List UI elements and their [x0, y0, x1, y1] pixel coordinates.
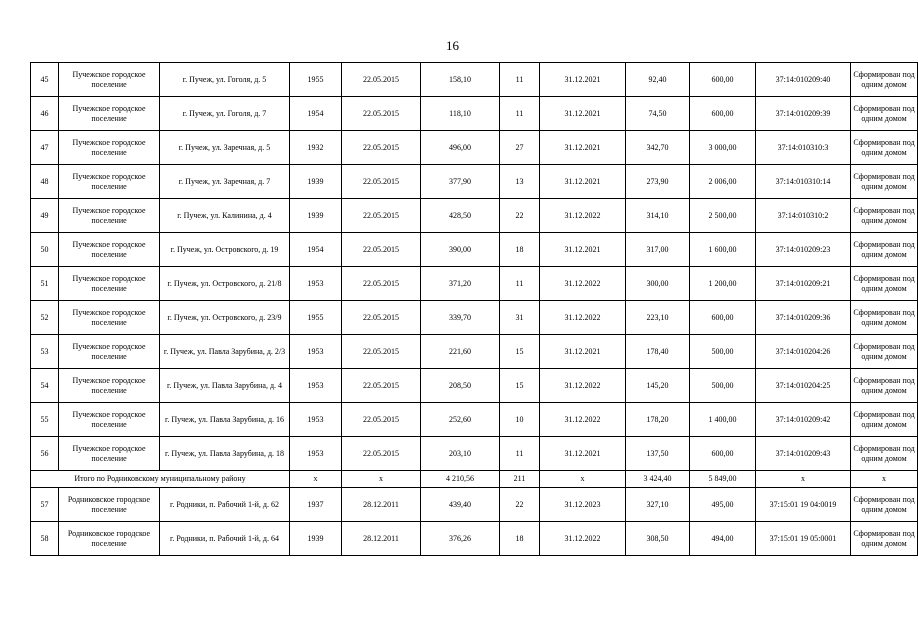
residents-cell: 22: [500, 199, 540, 233]
residents-cell: 18: [500, 233, 540, 267]
living-area-cell: 342,70: [626, 131, 690, 165]
area-cell: 339,70: [421, 301, 500, 335]
land-area-cell: 500,00: [690, 335, 756, 369]
settlement-cell: Пучежское городское поселение: [59, 335, 160, 369]
date-cell: 22.05.2015: [342, 437, 421, 471]
total-row: [31, 471, 918, 488]
table-row: [31, 165, 918, 199]
deadline-cell: 31.12.2021: [540, 131, 626, 165]
table-row: [31, 131, 918, 165]
total-date-cell: х: [342, 471, 421, 488]
date-cell: 22.05.2015: [342, 369, 421, 403]
date-cell: 22.05.2015: [342, 233, 421, 267]
deadline-cell: 31.12.2021: [540, 165, 626, 199]
address-cell: г. Пучеж, ул. Островского, д. 19: [160, 233, 290, 267]
cadastre-cell: 37:15:01 19 05:0001: [756, 522, 851, 556]
address-cell: г. Пучеж, ул. Павла Зарубина, д. 4: [160, 369, 290, 403]
settlement-cell: Родниковское городское поселение: [59, 488, 160, 522]
year-built-cell: 1953: [290, 369, 342, 403]
note-cell: Сформирован под одним домом: [851, 369, 918, 403]
residents-cell: 11: [500, 437, 540, 471]
land-area-cell: 2 006,00: [690, 165, 756, 199]
table-row: [31, 335, 918, 369]
area-cell: 158,10: [421, 63, 500, 97]
living-area-cell: 145,20: [626, 369, 690, 403]
deadline-cell: 31.12.2022: [540, 403, 626, 437]
cadastre-cell: 37:14:010209:23: [756, 233, 851, 267]
year-built-cell: 1939: [290, 522, 342, 556]
living-area-cell: 178,20: [626, 403, 690, 437]
address-cell: г. Пучеж, ул. Островского, д. 23/9: [160, 301, 290, 335]
table-row: [31, 301, 918, 335]
year-built-cell: 1939: [290, 199, 342, 233]
row-number: 54: [31, 369, 59, 403]
note-cell: Сформирован под одним домом: [851, 488, 918, 522]
settlement-cell: Пучежское городское поселение: [59, 97, 160, 131]
note-cell: Сформирован под одним домом: [851, 233, 918, 267]
address-cell: г. Пучеж, ул. Павла Зарубина, д. 2/3: [160, 335, 290, 369]
area-cell: 203,10: [421, 437, 500, 471]
row-number: 52: [31, 301, 59, 335]
table-row: [31, 267, 918, 301]
settlement-cell: Пучежское городское поселение: [59, 403, 160, 437]
table-row: [31, 233, 918, 267]
area-cell: 118,10: [421, 97, 500, 131]
table-row: [31, 63, 918, 97]
area-cell: 390,00: [421, 233, 500, 267]
address-cell: г. Пучеж, ул. Павла Зарубина, д. 16: [160, 403, 290, 437]
year-built-cell: 1955: [290, 301, 342, 335]
cadastre-cell: 37:14:010209:36: [756, 301, 851, 335]
settlement-cell: Пучежское городское поселение: [59, 233, 160, 267]
note-cell: Сформирован под одним домом: [851, 335, 918, 369]
living-area-cell: 317,00: [626, 233, 690, 267]
note-cell: Сформирован под одним домом: [851, 63, 918, 97]
note-cell: Сформирован под одним домом: [851, 403, 918, 437]
deadline-cell: 31.12.2022: [540, 522, 626, 556]
residents-cell: 22: [500, 488, 540, 522]
living-area-cell: 273,90: [626, 165, 690, 199]
deadline-cell: 31.12.2023: [540, 488, 626, 522]
row-number: 53: [31, 335, 59, 369]
cadastre-cell: 37:14:010209:42: [756, 403, 851, 437]
deadline-cell: 31.12.2021: [540, 233, 626, 267]
living-area-cell: 308,50: [626, 522, 690, 556]
living-area-cell: 300,00: [626, 267, 690, 301]
year-built-cell: 1932: [290, 131, 342, 165]
year-built-cell: 1953: [290, 403, 342, 437]
deadline-cell: 31.12.2021: [540, 437, 626, 471]
area-cell: 252,60: [421, 403, 500, 437]
note-cell: Сформирован под одним домом: [851, 522, 918, 556]
residents-cell: 15: [500, 335, 540, 369]
date-cell: 22.05.2015: [342, 335, 421, 369]
year-built-cell: 1954: [290, 233, 342, 267]
land-area-cell: 600,00: [690, 63, 756, 97]
deadline-cell: 31.12.2021: [540, 63, 626, 97]
land-area-cell: 600,00: [690, 437, 756, 471]
row-number: 50: [31, 233, 59, 267]
total-note-cell: х: [851, 471, 918, 488]
living-area-cell: 223,10: [626, 301, 690, 335]
date-cell: 22.05.2015: [342, 97, 421, 131]
address-cell: г. Пучеж, ул. Гоголя, д. 5: [160, 63, 290, 97]
table-row: [31, 199, 918, 233]
cadastre-cell: 37:14:010204:25: [756, 369, 851, 403]
total-land-cell: 5 849,00: [690, 471, 756, 488]
page-number: 16: [446, 38, 459, 53]
land-area-cell: 494,00: [690, 522, 756, 556]
cadastre-cell: 37:14:010310:2: [756, 199, 851, 233]
year-built-cell: 1953: [290, 437, 342, 471]
address-cell: г. Пучеж, ул. Островского, д. 21/8: [160, 267, 290, 301]
residents-cell: 10: [500, 403, 540, 437]
land-area-cell: 500,00: [690, 369, 756, 403]
row-number: 55: [31, 403, 59, 437]
total-year-cell: х: [290, 471, 342, 488]
total-cadastre-cell: х: [756, 471, 851, 488]
residents-cell: 31: [500, 301, 540, 335]
date-cell: 22.05.2015: [342, 199, 421, 233]
deadline-cell: 31.12.2022: [540, 199, 626, 233]
residents-cell: 13: [500, 165, 540, 199]
address-cell: г. Пучеж, ул. Павла Зарубина, д. 18: [160, 437, 290, 471]
table-row: [31, 488, 918, 522]
date-cell: 22.05.2015: [342, 403, 421, 437]
date-cell: 22.05.2015: [342, 131, 421, 165]
residents-cell: 15: [500, 369, 540, 403]
settlement-cell: Пучежское городское поселение: [59, 63, 160, 97]
area-cell: 208,50: [421, 369, 500, 403]
land-area-cell: 1 200,00: [690, 267, 756, 301]
settlement-cell: Родниковское городское поселение: [59, 522, 160, 556]
housing-registry-table: [30, 62, 918, 556]
year-built-cell: 1953: [290, 335, 342, 369]
land-area-cell: 1 600,00: [690, 233, 756, 267]
settlement-cell: Пучежское городское поселение: [59, 437, 160, 471]
cadastre-cell: 37:14:010209:40: [756, 63, 851, 97]
land-area-cell: 2 500,00: [690, 199, 756, 233]
row-number: 49: [31, 199, 59, 233]
row-number: 51: [31, 267, 59, 301]
area-cell: 439,40: [421, 488, 500, 522]
living-area-cell: 92,40: [626, 63, 690, 97]
deadline-cell: 31.12.2022: [540, 301, 626, 335]
area-cell: 428,50: [421, 199, 500, 233]
date-cell: 28.12.2011: [342, 522, 421, 556]
residents-cell: 11: [500, 63, 540, 97]
living-area-cell: 178,40: [626, 335, 690, 369]
deadline-cell: 31.12.2022: [540, 267, 626, 301]
settlement-cell: Пучежское городское поселение: [59, 369, 160, 403]
address-cell: г. Пучеж, ул. Заречная, д. 5: [160, 131, 290, 165]
land-area-cell: 3 000,00: [690, 131, 756, 165]
address-cell: г. Пучеж, ул. Заречная, д. 7: [160, 165, 290, 199]
cadastre-cell: 37:14:010209:39: [756, 97, 851, 131]
table-row: [31, 437, 918, 471]
area-cell: 371,20: [421, 267, 500, 301]
land-area-cell: 600,00: [690, 301, 756, 335]
deadline-cell: 31.12.2021: [540, 97, 626, 131]
row-number: 48: [31, 165, 59, 199]
cadastre-cell: 37:14:010209:43: [756, 437, 851, 471]
total-deadline-cell: х: [540, 471, 626, 488]
total-area2-cell: 3 424,40: [626, 471, 690, 488]
note-cell: Сформирован под одним домом: [851, 199, 918, 233]
deadline-cell: 31.12.2021: [540, 335, 626, 369]
address-cell: г. Родники, п. Рабочий 1-й, д. 64: [160, 522, 290, 556]
settlement-cell: Пучежское городское поселение: [59, 301, 160, 335]
table-row: [31, 403, 918, 437]
area-cell: 376,26: [421, 522, 500, 556]
area-cell: 221,60: [421, 335, 500, 369]
year-built-cell: 1954: [290, 97, 342, 131]
total-area-cell: 4 210,56: [421, 471, 500, 488]
residents-cell: 11: [500, 267, 540, 301]
cadastre-cell: 37:14:010310:14: [756, 165, 851, 199]
deadline-cell: 31.12.2022: [540, 369, 626, 403]
row-number: 46: [31, 97, 59, 131]
cadastre-cell: 37:14:010204:26: [756, 335, 851, 369]
date-cell: 22.05.2015: [342, 165, 421, 199]
address-cell: г. Пучеж, ул. Гоголя, д. 7: [160, 97, 290, 131]
settlement-cell: Пучежское городское поселение: [59, 199, 160, 233]
cadastre-cell: 37:14:010209:21: [756, 267, 851, 301]
residents-cell: 11: [500, 97, 540, 131]
cadastre-cell: 37:15:01 19 04:0019: [756, 488, 851, 522]
living-area-cell: 327,10: [626, 488, 690, 522]
year-built-cell: 1937: [290, 488, 342, 522]
living-area-cell: 137,50: [626, 437, 690, 471]
residents-cell: 18: [500, 522, 540, 556]
living-area-cell: 314,10: [626, 199, 690, 233]
date-cell: 22.05.2015: [342, 267, 421, 301]
note-cell: Сформирован под одним домом: [851, 301, 918, 335]
year-built-cell: 1953: [290, 267, 342, 301]
year-built-cell: 1939: [290, 165, 342, 199]
row-number: 58: [31, 522, 59, 556]
date-cell: 28.12.2011: [342, 488, 421, 522]
date-cell: 22.05.2015: [342, 301, 421, 335]
area-cell: 377,90: [421, 165, 500, 199]
table-row: [31, 369, 918, 403]
row-number: 45: [31, 63, 59, 97]
note-cell: Сформирован под одним домом: [851, 97, 918, 131]
note-cell: Сформирован под одним домом: [851, 131, 918, 165]
row-number: 47: [31, 131, 59, 165]
note-cell: Сформирован под одним домом: [851, 437, 918, 471]
cadastre-cell: 37:14:010310:3: [756, 131, 851, 165]
address-cell: г. Родники, п. Рабочий 1-й, д. 62: [160, 488, 290, 522]
table-row: [31, 522, 918, 556]
table-row: [31, 97, 918, 131]
settlement-cell: Пучежское городское поселение: [59, 131, 160, 165]
total-residents-cell: 211: [500, 471, 540, 488]
note-cell: Сформирован под одним домом: [851, 267, 918, 301]
land-area-cell: 495,00: [690, 488, 756, 522]
row-number: 56: [31, 437, 59, 471]
date-cell: 22.05.2015: [342, 63, 421, 97]
area-cell: 496,00: [421, 131, 500, 165]
residents-cell: 27: [500, 131, 540, 165]
total-label: Итого по Родниковскому муниципальному району: [31, 471, 290, 488]
year-built-cell: 1955: [290, 63, 342, 97]
land-area-cell: 600,00: [690, 97, 756, 131]
living-area-cell: 74,50: [626, 97, 690, 131]
settlement-cell: Пучежское городское поселение: [59, 165, 160, 199]
settlement-cell: Пучежское городское поселение: [59, 267, 160, 301]
row-number: 57: [31, 488, 59, 522]
note-cell: Сформирован под одним домом: [851, 165, 918, 199]
land-area-cell: 1 400,00: [690, 403, 756, 437]
address-cell: г. Пучеж, ул. Калинина, д. 4: [160, 199, 290, 233]
